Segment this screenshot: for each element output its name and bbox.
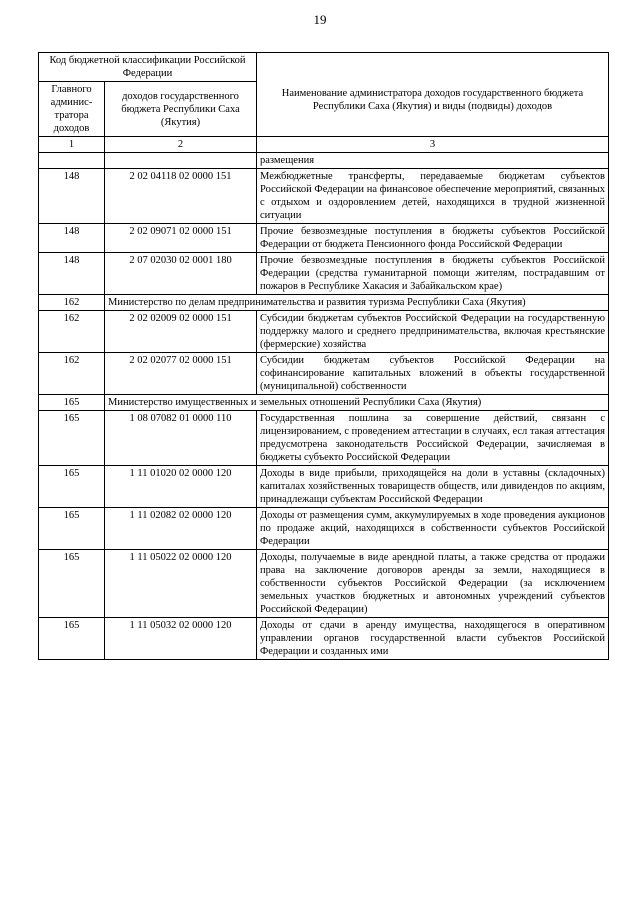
admin-code: 148 — [39, 224, 105, 253]
income-description: Прочие безвозмездные поступления в бюджеты субъектов Российской Федерации от бюджета Пенсионного фонда Российской Федерации — [257, 224, 609, 253]
column-number: 2 — [105, 137, 257, 153]
income-code: 1 11 02082 02 0000 120 — [105, 508, 257, 550]
table-row — [39, 253, 609, 295]
admin-code: 162 — [39, 353, 105, 395]
ministry-row — [39, 295, 609, 311]
income-description: Прочие безвозмездные поступления в бюджеты субъектов Российской Федерации (средства гуманитарной помощи жителям, пострадавшим от пожаров в Республике Хакасия и Забайкальском крае) — [257, 253, 609, 295]
column-numbers-row — [39, 137, 609, 153]
income-code: 1 08 07082 01 0000 110 — [105, 411, 257, 466]
table-row — [39, 224, 609, 253]
page-number: 19 — [313, 12, 327, 27]
income-description: Доходы от сдачи в аренду имущества, находящегося в оперативном управлении органов государственной власти субъектов Российской Федерации и созданных ими — [257, 618, 609, 660]
ministry-name: Министерство по делам предпринимательства и развития туризма Республики Саха (Якутия) — [105, 295, 609, 311]
admin-code: 162 — [39, 295, 105, 311]
table-row — [39, 311, 609, 353]
admin-code: 165 — [39, 395, 105, 411]
header-code-group: Код бюджетной классификации Российской Федерации — [39, 53, 257, 82]
income-code: 2 07 02030 02 0001 180 — [105, 253, 257, 295]
income-code: 2 02 02077 02 0000 151 — [105, 353, 257, 395]
budget-classification-table — [38, 52, 609, 660]
table-row — [39, 153, 609, 169]
admin-code: 165 — [39, 618, 105, 660]
header-name-column: Наименование администратора доходов государственного бюджета Республики Саха (Якутия) и виды (подвиды) доходов — [257, 53, 609, 137]
income-code: 2 02 04118 02 0000 151 — [105, 169, 257, 224]
column-number: 1 — [39, 137, 105, 153]
income-code: 1 11 05032 02 0000 120 — [105, 618, 257, 660]
header-income-column: доходов государственного бюджета Республики Саха (Якутия) — [105, 82, 257, 137]
ministry-name: Министерство имущественных и земельных отношений Республики Саха (Якутия) — [105, 395, 609, 411]
table-row — [39, 411, 609, 466]
table-row — [39, 618, 609, 660]
income-code: 1 11 01020 02 0000 120 — [105, 466, 257, 508]
income-code: 2 02 09071 02 0000 151 — [105, 224, 257, 253]
income-code: 2 02 02009 02 0000 151 — [105, 311, 257, 353]
table-row — [39, 353, 609, 395]
header-admin-column: Главного админис-тратора доходов — [39, 82, 105, 137]
income-description: Доходы, получаемые в виде арендной платы, а также средства от продажи права на заключение договоров аренды за земли, находящиеся в собственности субъектов Российской Федерации (за исключением земельных участков бюджетных и автономных учреждений субъектов Российской Федерации) — [257, 550, 609, 618]
admin-code: 165 — [39, 411, 105, 466]
income-code: 1 11 05022 02 0000 120 — [105, 550, 257, 618]
table-row — [39, 508, 609, 550]
admin-code: 148 — [39, 253, 105, 295]
income-description: Субсидии бюджетам субъектов Российской Федерации на софинансирование капитальных вложений в объекты государственной (муниципальной) собственности — [257, 353, 609, 395]
admin-code: 162 — [39, 311, 105, 353]
ministry-row — [39, 395, 609, 411]
admin-code: 165 — [39, 466, 105, 508]
income-code — [105, 153, 257, 169]
income-description: Межбюджетные трансферты, передаваемые бюджетам субъектов Российской Федерации на финансовое обеспечение мероприятий, связанных с отдыхом и оздоровлением детей, находящихся в трудной жизненной ситуации — [257, 169, 609, 224]
column-number: 3 — [257, 137, 609, 153]
admin-code: 165 — [39, 550, 105, 618]
income-description: Государственная пошлина за совершение действий, связанн с лицензированием, с проведением аттестации в случаях, есл такая аттестация предусмотрена законодательств Российской Федерации, зачисляемая в бюджеты субъекто Российской Федерации — [257, 411, 609, 466]
table-row — [39, 466, 609, 508]
income-description: размещения — [257, 153, 609, 169]
admin-code: 165 — [39, 508, 105, 550]
admin-code — [39, 153, 105, 169]
table-row — [39, 550, 609, 618]
table-row — [39, 169, 609, 224]
income-description: Субсидии бюджетам субъектов Российской Федерации на государственную поддержку малого и среднего предпринимательства, включая крестьянские (фермерские) хозяйства — [257, 311, 609, 353]
income-description: Доходы в виде прибыли, приходящейся на доли в уставны (складочных) капиталах хозяйственных товариществ обществ, или дивидендов по акциям, принадлежащи субъектам Российской Федерации — [257, 466, 609, 508]
admin-code: 148 — [39, 169, 105, 224]
income-description: Доходы от размещения сумм, аккумулируемых в ходе проведения аукционов по продаже акций, находящихся в собственности субъектов Российской Федерации — [257, 508, 609, 550]
